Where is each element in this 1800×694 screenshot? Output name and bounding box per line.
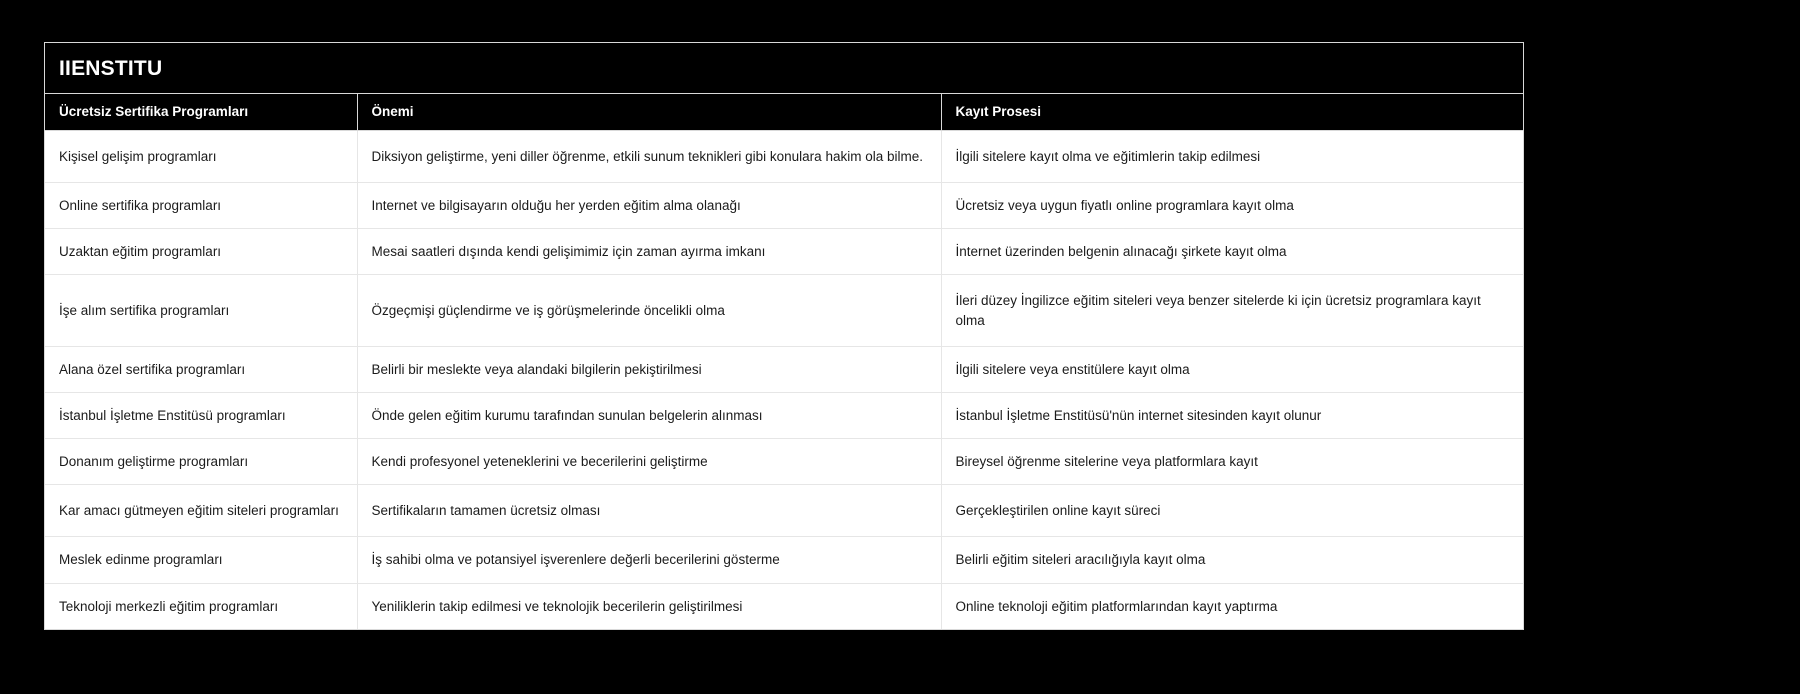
- cell-process: Online teknoloji eğitim platformlarından kayıt yaptırma: [941, 583, 1523, 629]
- cell-process: Belirli eğitim siteleri aracılığıyla kayıt olma: [941, 537, 1523, 583]
- column-header-program: Ücretsiz Sertifika Programları: [45, 94, 357, 131]
- cell-process: İlgili sitelere kayıt olma ve eğitimlerin takip edilmesi: [941, 131, 1523, 183]
- table-row: [45, 392, 1523, 438]
- table-row: [45, 275, 1523, 346]
- cell-importance: Yeniliklerin takip edilmesi ve teknolojik becerilerin geliştirilmesi: [357, 583, 941, 629]
- cell-process: İleri düzey İngilizce eğitim siteleri veya benzer sitelerde ki için ücretsiz programlara kayıt olma: [941, 275, 1523, 346]
- table-body: [45, 131, 1523, 629]
- table-row: [45, 183, 1523, 229]
- cell-importance: Önde gelen eğitim kurumu tarafından sunulan belgelerin alınması: [357, 392, 941, 438]
- cell-importance: Mesai saatleri dışında kendi gelişimimiz için zaman ayırma imkanı: [357, 229, 941, 275]
- brand-header: [45, 43, 1523, 94]
- cell-process: Gerçekleştirilen online kayıt süreci: [941, 485, 1523, 537]
- cell-program: İşe alım sertifika programları: [45, 275, 357, 346]
- certificate-programs-table-container: [44, 42, 1524, 630]
- table-row: [45, 439, 1523, 485]
- table-row: [45, 229, 1523, 275]
- table-row: [45, 131, 1523, 183]
- cell-importance: Kendi profesyonel yeteneklerini ve becerilerini geliştirme: [357, 439, 941, 485]
- table-row: [45, 346, 1523, 392]
- table-row: [45, 485, 1523, 537]
- cell-importance: Internet ve bilgisayarın olduğu her yerden eğitim alma olanağı: [357, 183, 941, 229]
- cell-program: Meslek edinme programları: [45, 537, 357, 583]
- cell-program: Kar amacı gütmeyen eğitim siteleri programları: [45, 485, 357, 537]
- cell-importance: Diksiyon geliştirme, yeni diller öğrenme, etkili sunum teknikleri gibi konulara hakim ola bilme.: [357, 131, 941, 183]
- certificate-programs-table: [45, 94, 1523, 629]
- cell-program: Kişisel gelişim programları: [45, 131, 357, 183]
- table-row: [45, 583, 1523, 629]
- cell-importance: Özgeçmişi güçlendirme ve iş görüşmelerinde öncelikli olma: [357, 275, 941, 346]
- cell-program: Teknoloji merkezli eğitim programları: [45, 583, 357, 629]
- cell-program: Uzaktan eğitim programları: [45, 229, 357, 275]
- column-header-process: Kayıt Prosesi: [941, 94, 1523, 131]
- cell-importance: Sertifikaların tamamen ücretsiz olması: [357, 485, 941, 537]
- cell-process: İlgili sitelere veya enstitülere kayıt olma: [941, 346, 1523, 392]
- table-header: [45, 94, 1523, 131]
- table-header-row: [45, 94, 1523, 131]
- cell-process: İnternet üzerinden belgenin alınacağı şirkete kayıt olma: [941, 229, 1523, 275]
- column-header-importance: Önemi: [357, 94, 941, 131]
- table-row: [45, 537, 1523, 583]
- cell-process: Bireysel öğrenme sitelerine veya platformlara kayıt: [941, 439, 1523, 485]
- cell-process: Ücretsiz veya uygun fiyatlı online programlara kayıt olma: [941, 183, 1523, 229]
- cell-program: Online sertifika programları: [45, 183, 357, 229]
- cell-process: İstanbul İşletme Enstitüsü'nün internet sitesinden kayıt olunur: [941, 392, 1523, 438]
- cell-importance: İş sahibi olma ve potansiyel işverenlere değerli becerilerini gösterme: [357, 537, 941, 583]
- cell-program: İstanbul İşletme Enstitüsü programları: [45, 392, 357, 438]
- cell-importance: Belirli bir meslekte veya alandaki bilgilerin pekiştirilmesi: [357, 346, 941, 392]
- cell-program: Donanım geliştirme programları: [45, 439, 357, 485]
- cell-program: Alana özel sertifika programları: [45, 346, 357, 392]
- brand-title: IIENSTITU: [59, 56, 163, 80]
